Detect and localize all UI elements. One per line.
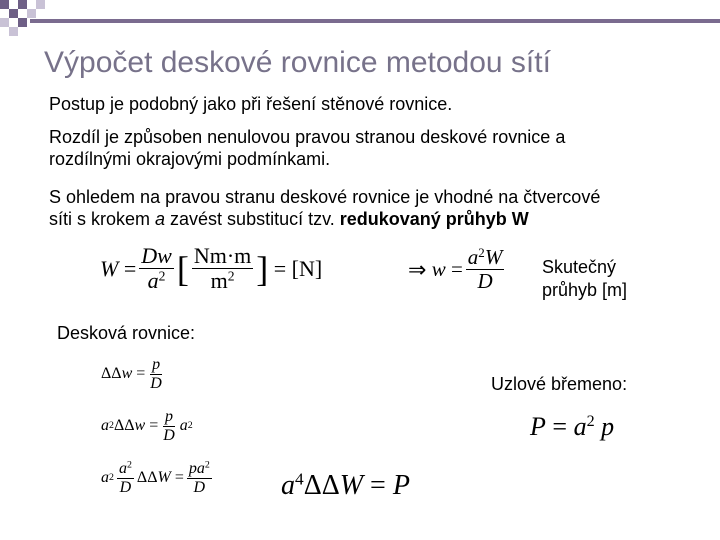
paragraph-2-line-1: Rozdíl je způsoben nenulovou pravou stranou deskové rovnice a [49,127,566,147]
equation-nodal-load: $P = a^2$ p [530,412,615,441]
paragraph-3-variable: a [155,209,166,229]
equation-plate-1: ΔΔ w = $\frac{p}{D}$ [101,356,162,392]
paragraph-1: Postup je podobný jako při řešení stěnové rovnice. [49,94,453,114]
header-rule [30,19,720,23]
equation-plate-final: $a^4\Delta\Delta W = P$ [281,469,410,501]
equation-real-deflection: ⇒ w = $\frac{a^2W}{D}$ [408,244,503,294]
header-checker-decoration [0,0,54,36]
equation-plate-3: a 2 $\frac{a^2}{D}$ ΔΔ W = $\frac{pa^2}{D}$ [101,459,210,496]
equation-reduced-deflection: W = $\frac{Dw}{a^2}$ [ $\frac{Nm\cdot m}{m^2}$ ] = [N] [100,243,323,294]
paragraph-2-line-2: rozdílnými okrajovými podmínkami. [49,149,331,169]
label-deskova-rovnice: Desková rovnice: [57,323,196,343]
paragraph-3-line-1: S ohledem na pravou stranu deskové rovnice je vhodné na čtvercové [49,187,601,207]
label-uzlove-bremeno: Uzlové břemeno: [491,374,628,394]
label-skutecny-line-1: Skutečný [542,257,617,277]
paragraph-3-line-2 [49,208,529,230]
paragraph-3-text-a: síti s krokem [49,209,156,229]
paragraph-3-bold: redukovaný průhyb W [339,209,529,229]
label-skutecny-line-2: průhyb [m] [542,280,628,300]
paragraph-3-text-b: zavést substitucí tzv. [165,209,340,229]
equation-plate-2: a 2 ΔΔ w = $\frac{p}{D}$ a 2 [101,408,193,444]
slide-title: Výpočet deskové rovnice metodou sítí [44,46,551,79]
